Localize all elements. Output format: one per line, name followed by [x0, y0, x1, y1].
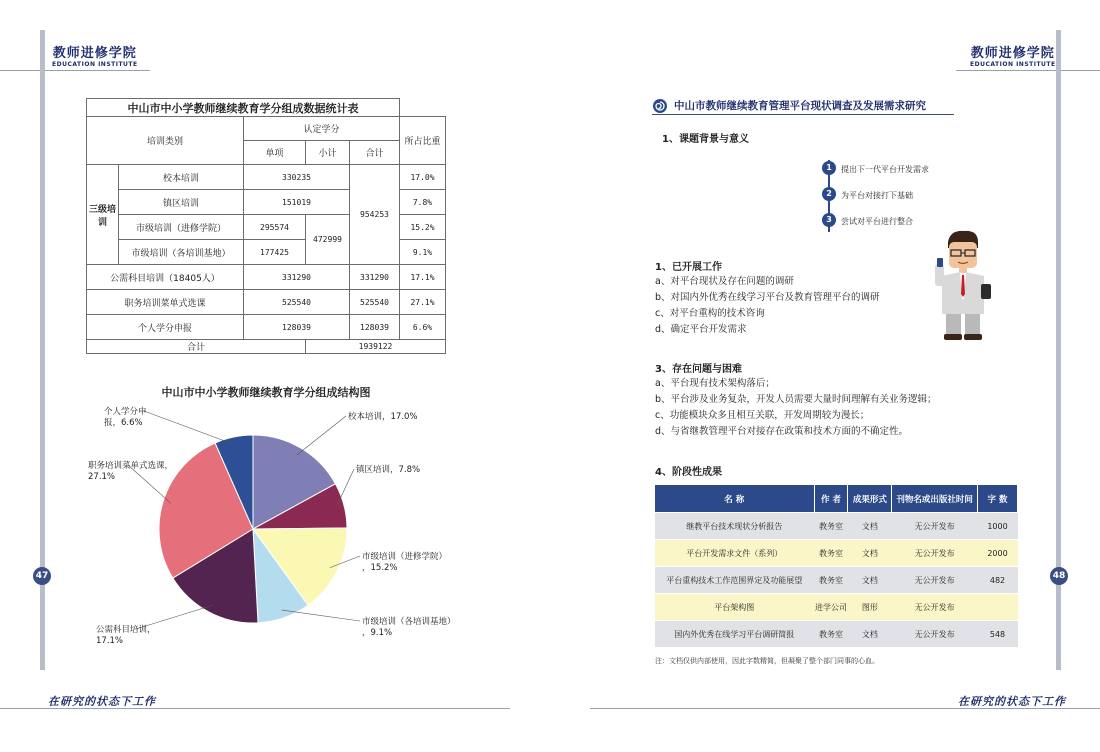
- flow-right: 提出下一代平台开发需求: [841, 165, 929, 174]
- row-single: 331290: [244, 265, 350, 290]
- list-item: a、平台现有技术架构落后；: [655, 378, 775, 389]
- table-row: [655, 540, 1018, 567]
- result-heading: 4、阶段性成果: [655, 467, 722, 478]
- pie-label: 市级培训（进修学院），15.2%: [362, 552, 448, 573]
- result-form: 文档: [848, 567, 892, 594]
- list-item: c、对平台重构的技术咨询: [655, 308, 765, 319]
- result-name: 平台重构技术工作范围界定及功能展望: [655, 567, 815, 594]
- sum-label: 合计: [87, 340, 306, 354]
- pie-leader-line: [282, 610, 360, 621]
- row-name: 镇区培训: [119, 190, 244, 215]
- table-note: 注：文档仅供内部使用，因此字数精简，但凝聚了整个部门同事的心血。: [655, 657, 879, 665]
- brand-left: [52, 42, 138, 68]
- flow-number: 3: [822, 213, 836, 227]
- list-item: d、确定平台开发需求: [655, 324, 747, 335]
- row-single: 295574: [244, 215, 306, 240]
- footer-rule-right: [590, 708, 1100, 709]
- results-header: 刊物名或出版社时间: [892, 485, 978, 513]
- row-total: 331290: [350, 265, 400, 290]
- row-name: 市级培训（各培训基地）: [119, 240, 244, 265]
- result-words: [978, 594, 1018, 621]
- pie-leader-line: [297, 416, 346, 455]
- row-ratio: 17.0%: [400, 165, 446, 190]
- row-name: 市级培训（进修学院）: [119, 215, 244, 240]
- row-single: 525540: [244, 290, 350, 315]
- result-words: 2000: [978, 540, 1018, 567]
- row-ratio: 15.2%: [400, 215, 446, 240]
- result-author: 教务室: [814, 540, 848, 567]
- table-row: [655, 513, 1018, 540]
- results-header: 名 称: [655, 485, 815, 513]
- flow-number: 1: [822, 161, 836, 175]
- header-ratio: 所占比重: [400, 117, 446, 165]
- result-name: 平台架构图: [655, 594, 815, 621]
- result-author: 进学公司: [814, 594, 848, 621]
- businessman-illustration: [934, 228, 994, 340]
- list-item: b、平台涉及业务复杂，开发人员需要大量时间理解有关业务逻辑；: [655, 394, 937, 405]
- result-form: 文档: [848, 540, 892, 567]
- row-ratio: 27.1%: [400, 290, 446, 315]
- results-header: 字 数: [978, 485, 1018, 513]
- credit-stats-table: [86, 98, 446, 354]
- result-author: 教务室: [814, 567, 848, 594]
- done-heading: 1、已开展工作: [655, 262, 722, 273]
- table-row: [655, 567, 1018, 594]
- brand-subtitle: EDUCATION INSTITUTE: [970, 61, 1056, 68]
- result-publisher: 无公开发布: [892, 540, 978, 567]
- row-name: 个人学分申报: [87, 315, 244, 340]
- result-name: 国内外优秀在线学习平台调研简报: [655, 621, 815, 648]
- row-single: 151019: [244, 190, 350, 215]
- result-publisher: 无公开发布: [892, 594, 978, 621]
- list-item: a、对平台现状及存在问题的调研: [655, 276, 794, 287]
- row-name: 公需科目培训（18405人）: [87, 265, 244, 290]
- flow-right: 尝试对平台进行整合: [841, 217, 913, 226]
- header-subtotal: 小计: [306, 141, 350, 165]
- result-publisher: 无公开发布: [892, 513, 978, 540]
- result-author: 教务室: [814, 513, 848, 540]
- list-item: d、与省继教管理平台对接存在政策和技术方面的不确定性。: [655, 426, 909, 437]
- flow-number: 2: [822, 187, 836, 201]
- row-ratio: 6.6%: [400, 315, 446, 340]
- footer-slogan-left: 在研究的状态下工作: [48, 695, 156, 708]
- header-type: 培训类别: [87, 117, 244, 165]
- header-rule-right: [956, 70, 1100, 71]
- pie-label: 校本培训，17.0%: [348, 412, 418, 422]
- table-row: [655, 621, 1018, 648]
- results-table: [654, 484, 1018, 648]
- sum-value: 1939122: [306, 340, 446, 354]
- brand-subtitle: EDUCATION INSTITUTE: [52, 61, 138, 68]
- row-total: 128039: [350, 315, 400, 340]
- pie-label: 市级培训（各培训基地），9.1%: [362, 617, 456, 638]
- result-words: 1000: [978, 513, 1018, 540]
- problem-heading: 3、存在问题与困难: [655, 364, 742, 375]
- results-header: 作 者: [814, 485, 848, 513]
- brand-name: 教师进修学院: [970, 46, 1055, 61]
- row-ratio: 7.8%: [400, 190, 446, 215]
- pie-leader-line: [336, 469, 354, 507]
- row-ratio: 9.1%: [400, 240, 446, 265]
- result-form: 文档: [848, 621, 892, 648]
- spiral-icon: [652, 98, 670, 114]
- result-form: 文档: [848, 513, 892, 540]
- row-ratio: 17.1%: [400, 265, 446, 290]
- result-name: 继教平台技术现状分析报告: [655, 513, 815, 540]
- result-form: 图形: [848, 594, 892, 621]
- results-header: 成果形式: [848, 485, 892, 513]
- header-single: 单项: [244, 141, 306, 165]
- row-single: 330235: [244, 165, 350, 190]
- footer-slogan-right: 在研究的状态下工作: [958, 695, 1066, 708]
- group-total: 954253: [350, 165, 400, 265]
- problem-list: [655, 376, 937, 440]
- row-single: 177425: [244, 240, 306, 265]
- background-heading: 1、课题背景与意义: [662, 134, 749, 145]
- pie-label: 公需科目培训， 17.1%: [96, 625, 156, 646]
- row-single: 128039: [244, 315, 350, 340]
- flow-right: 为平台对接打下基础: [841, 191, 913, 200]
- pie-label: 职务培训菜单式选课， 27.1%: [88, 461, 174, 482]
- page-number-right: 48: [1050, 567, 1068, 585]
- footer-rule-left: [0, 708, 510, 709]
- row-total: 525540: [350, 290, 400, 315]
- group-label: 三级培训: [87, 165, 119, 265]
- list-item: b、对国内外优秀在线学习平台及教育管理平台的调研: [655, 292, 880, 303]
- table-row: [655, 594, 1018, 621]
- section-title: 中山市教师继续教育管理平台现状调查及发展需求研究: [674, 100, 926, 112]
- result-publisher: 无公开发布: [892, 621, 978, 648]
- section-title-bar: [652, 97, 954, 115]
- table-title: 中山市中小学教师继续教育学分组成数据统计表: [87, 99, 400, 117]
- list-item: c、功能模块众多且相互关联，开发周期较为漫长；: [655, 410, 870, 421]
- header-credit: 认定学分: [244, 117, 400, 141]
- brand-right: [970, 42, 1056, 68]
- result-author: 教务室: [814, 621, 848, 648]
- pie-chart: [86, 400, 456, 656]
- pie-label: 镇区培训，7.8%: [356, 465, 421, 475]
- row-name: 校本培训: [119, 165, 244, 190]
- pie-leader-line: [144, 411, 235, 445]
- done-list: [655, 274, 880, 338]
- result-publisher: 无公开发布: [892, 567, 978, 594]
- brand-name: 教师进修学院: [52, 46, 137, 61]
- result-name: 平台开发需求文件（系列）: [655, 540, 815, 567]
- city-subtotal: 472999: [306, 215, 350, 265]
- pie-label: 个人学分申报，6.6%: [104, 407, 147, 428]
- result-words: 482: [978, 567, 1018, 594]
- header-total: 合计: [350, 141, 400, 165]
- header-rule-left: [0, 70, 150, 71]
- row-name: 职务培训菜单式选课: [87, 290, 244, 315]
- page-number-left: 47: [33, 567, 51, 585]
- chart-title: 中山市中小学教师继续教育学分组成结构图: [161, 386, 371, 399]
- result-words: 548: [978, 621, 1018, 648]
